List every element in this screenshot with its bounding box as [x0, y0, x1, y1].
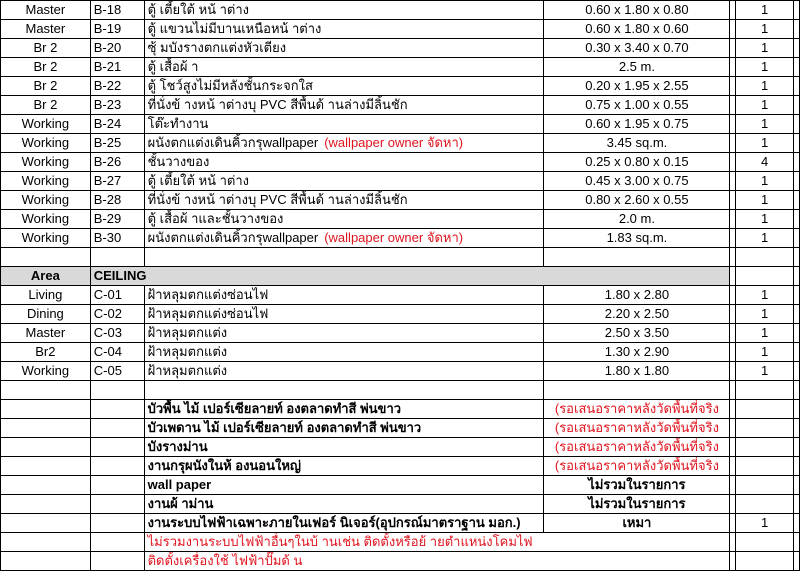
- dimension-cell[interactable]: (รอเสนอราคาหลังวัดพื้นที่จริง: [544, 438, 730, 457]
- empty-cell[interactable]: [1, 514, 91, 533]
- empty-cell[interactable]: [1, 419, 91, 438]
- dimension-cell[interactable]: 0.20 x 1.95 x 2.55: [544, 77, 730, 96]
- area-header[interactable]: Area: [1, 267, 91, 286]
- description-cell[interactable]: บัวเพดาน ไม้ เปอร์เซียลายท์ องตลาดทำสี พ่นขาว: [144, 419, 544, 438]
- dimension-cell[interactable]: 2.20 x 2.50: [544, 305, 730, 324]
- spacer-cell[interactable]: [794, 457, 800, 476]
- spacer-cell[interactable]: [794, 552, 800, 571]
- quantity-cell[interactable]: 1: [736, 77, 794, 96]
- area-cell[interactable]: Master: [1, 20, 91, 39]
- dimension-cell[interactable]: ไม่รวมในรายการ: [544, 476, 730, 495]
- area-cell[interactable]: Working: [1, 362, 91, 381]
- quantity-cell[interactable]: 1: [736, 210, 794, 229]
- empty-cell[interactable]: [90, 438, 144, 457]
- furniture-row: [1, 1, 800, 20]
- area-cell[interactable]: Working: [1, 229, 91, 248]
- code-cell[interactable]: C-02: [90, 305, 144, 324]
- furniture-row: [1, 229, 800, 248]
- dimension-cell[interactable]: 1.30 x 2.90: [544, 343, 730, 362]
- code-cell[interactable]: C-04: [90, 343, 144, 362]
- area-cell[interactable]: Master: [1, 324, 91, 343]
- description-text: ซุ้ มบังรางตกแต่งหัวเตียง: [147, 40, 287, 55]
- empty-cell[interactable]: [736, 533, 794, 552]
- empty-cell[interactable]: [794, 381, 800, 400]
- description-cell[interactable]: wall paper: [144, 476, 544, 495]
- quantity-cell[interactable]: 1: [736, 96, 794, 115]
- empty-cell[interactable]: [1, 552, 91, 571]
- area-cell[interactable]: Br 2: [1, 77, 91, 96]
- description-cell[interactable]: งานผ้ าม่าน: [144, 495, 544, 514]
- description-cell[interactable]: ฝ้าหลุมตกแต่ง: [144, 343, 544, 362]
- code-cell[interactable]: B-21: [90, 58, 144, 77]
- spacer-cell[interactable]: [794, 39, 800, 58]
- area-cell[interactable]: Br 2: [1, 39, 91, 58]
- code-cell[interactable]: B-27: [90, 172, 144, 191]
- empty-cell[interactable]: [144, 248, 544, 267]
- empty-cell[interactable]: [1, 495, 91, 514]
- quantity-cell[interactable]: [736, 495, 794, 514]
- area-cell[interactable]: Master: [1, 1, 91, 20]
- spacer-cell[interactable]: [794, 96, 800, 115]
- dimension-cell[interactable]: 2.50 x 3.50: [544, 324, 730, 343]
- description-text: ตู้ แขวนไม่มีบานเหนือหน้ าต่าง: [147, 21, 322, 36]
- description-text: ตู้ เตี้ยใต้ หน้ าต่าง: [147, 173, 250, 188]
- dimension-cell[interactable]: 0.30 x 3.40 x 0.70: [544, 39, 730, 58]
- spacer-cell[interactable]: [794, 476, 800, 495]
- quantity-cell[interactable]: 1: [736, 305, 794, 324]
- quantity-cell[interactable]: 1: [736, 343, 794, 362]
- description-text: ตู้ โชว์สูงไม่มีหลังชั้นกระจกใส: [147, 78, 313, 93]
- empty-cell[interactable]: [1, 400, 91, 419]
- area-cell[interactable]: Living: [1, 286, 91, 305]
- dimension-cell[interactable]: 2.0 m.: [544, 210, 730, 229]
- code-cell[interactable]: B-25: [90, 134, 144, 153]
- dimension-cell[interactable]: 0.45 x 3.00 x 0.75: [544, 172, 730, 191]
- section-header-row: [1, 267, 800, 286]
- description-cell[interactable]: งานระบบไฟฟ้าเฉพาะภายในเฟอร์ นิเจอร์(อุปกรณ์มาตราฐาน มอก.): [144, 514, 544, 533]
- spacer-cell[interactable]: [794, 400, 800, 419]
- area-cell[interactable]: Working: [1, 172, 91, 191]
- blank-row: [1, 248, 800, 267]
- description-cell[interactable]: [144, 191, 544, 210]
- quantity-cell[interactable]: 1: [736, 1, 794, 20]
- description-cell[interactable]: [144, 96, 544, 115]
- dimension-cell[interactable]: 2.5 m.: [544, 58, 730, 77]
- spacer-cell[interactable]: [794, 324, 800, 343]
- spacer-cell[interactable]: [794, 115, 800, 134]
- quantity-cell[interactable]: 1: [736, 191, 794, 210]
- extra-item-row: [1, 438, 800, 457]
- quantity-cell[interactable]: 1: [736, 286, 794, 305]
- quantity-cell[interactable]: 1: [736, 362, 794, 381]
- description-cell[interactable]: [144, 134, 544, 153]
- note-row: [1, 533, 800, 552]
- area-cell[interactable]: Working: [1, 134, 91, 153]
- furniture-row: [1, 77, 800, 96]
- ceiling-row: [1, 362, 800, 381]
- empty-cell[interactable]: [1, 457, 91, 476]
- furniture-row: [1, 58, 800, 77]
- empty-cell[interactable]: [144, 381, 544, 400]
- spacer-cell[interactable]: [794, 20, 800, 39]
- empty-cell[interactable]: [1, 381, 91, 400]
- empty-cell[interactable]: [90, 514, 144, 533]
- empty-cell[interactable]: [1, 533, 91, 552]
- spacer-cell[interactable]: [794, 305, 800, 324]
- area-cell[interactable]: Working: [1, 210, 91, 229]
- empty-cell[interactable]: [90, 381, 144, 400]
- spacer-cell[interactable]: [794, 172, 800, 191]
- section-title[interactable]: CEILING: [90, 267, 730, 286]
- code-cell[interactable]: B-26: [90, 153, 144, 172]
- code-cell[interactable]: B-20: [90, 39, 144, 58]
- furniture-row: [1, 39, 800, 58]
- quantity-cell[interactable]: [736, 400, 794, 419]
- extra-item-row: [1, 400, 800, 419]
- code-cell[interactable]: B-23: [90, 96, 144, 115]
- empty-cell[interactable]: [1, 248, 91, 267]
- area-cell[interactable]: Working: [1, 191, 91, 210]
- quantity-cell[interactable]: 1: [736, 115, 794, 134]
- dimension-cell[interactable]: (รอเสนอราคาหลังวัดพื้นที่จริง: [544, 457, 730, 476]
- description-cell[interactable]: [144, 39, 544, 58]
- dimension-cell[interactable]: (รอเสนอราคาหลังวัดพื้นที่จริง: [544, 400, 730, 419]
- description-text: ตู้ เตี้ยใต้ หน้ าต่าง: [147, 2, 250, 17]
- quantity-cell[interactable]: [736, 457, 794, 476]
- spacer-cell[interactable]: [794, 495, 800, 514]
- dimension-cell[interactable]: ไม่รวมในรายการ: [544, 495, 730, 514]
- spacer-cell[interactable]: [794, 153, 800, 172]
- code-cell[interactable]: B-22: [90, 77, 144, 96]
- quantity-cell[interactable]: 1: [736, 324, 794, 343]
- description-text: ชั้นวางของ: [147, 154, 210, 169]
- empty-cell[interactable]: [1, 438, 91, 457]
- furniture-row: [1, 172, 800, 191]
- note-cell[interactable]: ติดตั้งเครื่องใช้ ไฟฟ้าปั๊มด้ น: [144, 552, 730, 571]
- dimension-cell[interactable]: 1.80 x 2.80: [544, 286, 730, 305]
- description-text: ตู้ เสื้อผ้ า: [147, 59, 199, 74]
- description-cell[interactable]: ฝ้าหลุมตกแต่งซ่อนไฟ: [144, 305, 544, 324]
- description-cell[interactable]: [144, 115, 544, 134]
- description-cell[interactable]: งานกรุผนังในห้ องนอนใหญ่: [144, 457, 544, 476]
- empty-cell[interactable]: [544, 248, 730, 267]
- description-cell[interactable]: [144, 210, 544, 229]
- extra-item-row: [1, 457, 800, 476]
- spacer-cell[interactable]: [794, 210, 800, 229]
- dimension-cell[interactable]: 0.60 x 1.80 x 0.80: [544, 1, 730, 20]
- spacer-cell[interactable]: [794, 343, 800, 362]
- furniture-row: [1, 153, 800, 172]
- quantity-cell[interactable]: 1: [736, 58, 794, 77]
- code-cell[interactable]: B-19: [90, 20, 144, 39]
- empty-cell[interactable]: [90, 400, 144, 419]
- furniture-row: [1, 210, 800, 229]
- spacer-cell[interactable]: [794, 438, 800, 457]
- spacer-cell[interactable]: [794, 286, 800, 305]
- dimension-cell[interactable]: 0.60 x 1.95 x 0.75: [544, 115, 730, 134]
- area-cell[interactable]: Working: [1, 153, 91, 172]
- description-cell[interactable]: [144, 77, 544, 96]
- description-cell[interactable]: [144, 1, 544, 20]
- description-text: ผนังตกแต่งเดินคิ้วกรุwallpaper: [147, 135, 319, 150]
- code-cell[interactable]: B-18: [90, 1, 144, 20]
- description-cell[interactable]: บัวพื้น ไม้ เปอร์เซียลายท์ องตลาดทำสี พ่นขาว: [144, 400, 544, 419]
- quantity-cell[interactable]: 1: [736, 39, 794, 58]
- dimension-cell[interactable]: 0.75 x 1.00 x 0.55: [544, 96, 730, 115]
- quantity-cell[interactable]: 1: [736, 134, 794, 153]
- area-cell[interactable]: Working: [1, 115, 91, 134]
- blank-row: [1, 381, 800, 400]
- empty-cell[interactable]: [794, 248, 800, 267]
- quantity-cell[interactable]: 1: [736, 229, 794, 248]
- ceiling-row: [1, 343, 800, 362]
- quantity-cell[interactable]: 1: [736, 172, 794, 191]
- area-cell[interactable]: Br 2: [1, 58, 91, 77]
- spacer-cell[interactable]: [794, 229, 800, 248]
- empty-cell[interactable]: [736, 552, 794, 571]
- area-cell[interactable]: Br2: [1, 343, 91, 362]
- extra-item-row: [1, 514, 800, 533]
- dimension-cell[interactable]: 3.45 sq.m.: [544, 134, 730, 153]
- description-cell[interactable]: ฝ้าหลุมตกแต่ง: [144, 324, 544, 343]
- empty-cell[interactable]: [1, 476, 91, 495]
- description-text: ตู้ เสื้อผ้ าและชั้นวางของ: [147, 211, 284, 226]
- spacer-cell[interactable]: [794, 1, 800, 20]
- description-cell[interactable]: [144, 58, 544, 77]
- description-text: ที่นั่งข้ างหน้ าต่างบุ PVC สีพื้นด้ านล่างมีลิ้นชัก: [147, 97, 408, 112]
- code-cell[interactable]: B-30: [90, 229, 144, 248]
- spacer-cell[interactable]: [794, 58, 800, 77]
- dimension-cell[interactable]: เหมา: [544, 514, 730, 533]
- spacer-cell[interactable]: [794, 134, 800, 153]
- empty-cell[interactable]: [90, 457, 144, 476]
- furniture-row: [1, 191, 800, 210]
- spacer-cell[interactable]: [794, 419, 800, 438]
- description-cell[interactable]: [144, 172, 544, 191]
- description-note: (wallpaper owner จัดหา): [324, 135, 464, 150]
- description-note: (wallpaper owner จัดหา): [324, 230, 464, 245]
- description-text: ผนังตกแต่งเดินคิ้วกรุwallpaper: [147, 230, 319, 245]
- empty-cell[interactable]: [736, 248, 794, 267]
- empty-cell[interactable]: [90, 248, 144, 267]
- description-cell[interactable]: ฝ้าหลุมตกแต่ง: [144, 362, 544, 381]
- quantity-cell[interactable]: [736, 476, 794, 495]
- code-cell[interactable]: B-28: [90, 191, 144, 210]
- description-text: โต๊ะทำงาน: [147, 116, 209, 131]
- ceiling-row: [1, 305, 800, 324]
- spacer-cell[interactable]: [794, 77, 800, 96]
- area-cell[interactable]: Br 2: [1, 96, 91, 115]
- extra-item-row: [1, 495, 800, 514]
- furniture-row: [1, 115, 800, 134]
- empty-cell[interactable]: [90, 419, 144, 438]
- furniture-row: [1, 96, 800, 115]
- description-cell[interactable]: [144, 229, 544, 248]
- spacer-cell[interactable]: [794, 362, 800, 381]
- empty-cell[interactable]: [736, 381, 794, 400]
- empty-cell[interactable]: [90, 533, 144, 552]
- empty-cell[interactable]: [90, 476, 144, 495]
- furniture-row: [1, 20, 800, 39]
- dimension-cell[interactable]: 0.25 x 0.80 x 0.15: [544, 153, 730, 172]
- code-cell[interactable]: C-03: [90, 324, 144, 343]
- empty-cell[interactable]: [736, 267, 794, 286]
- description-cell[interactable]: [144, 153, 544, 172]
- spacer-cell[interactable]: [794, 533, 800, 552]
- furniture-row: [1, 134, 800, 153]
- dimension-cell[interactable]: 1.83 sq.m.: [544, 229, 730, 248]
- empty-cell[interactable]: [90, 495, 144, 514]
- note-cell[interactable]: ไม่รวมงานระบบไฟฟ้าอื่นๆในบ้ านเช่น ติดตั้งหรือย้ ายตำแหน่งโคมไฟ: [144, 533, 730, 552]
- quantity-cell[interactable]: 1: [736, 514, 794, 533]
- spacer-cell[interactable]: [794, 514, 800, 533]
- quantity-cell[interactable]: 4: [736, 153, 794, 172]
- note-row: [1, 552, 800, 571]
- dimension-cell[interactable]: 0.80 x 2.60 x 0.55: [544, 191, 730, 210]
- code-cell[interactable]: C-01: [90, 286, 144, 305]
- ceiling-row: [1, 324, 800, 343]
- dimension-cell[interactable]: 1.80 x 1.80: [544, 362, 730, 381]
- quantity-cell[interactable]: [736, 419, 794, 438]
- description-cell[interactable]: บังรางม่าน: [144, 438, 544, 457]
- code-cell[interactable]: B-24: [90, 115, 144, 134]
- description-cell[interactable]: ฝ้าหลุมตกแต่งซ่อนไฟ: [144, 286, 544, 305]
- description-text: ที่นั่งข้ างหน้ าต่างบุ PVC สีพื้นด้ านล่างมีลิ้นชัก: [147, 192, 408, 207]
- dimension-cell[interactable]: 0.60 x 1.80 x 0.60: [544, 20, 730, 39]
- extra-item-row: [1, 419, 800, 438]
- area-cell[interactable]: Dining: [1, 305, 91, 324]
- extra-item-row: [1, 476, 800, 495]
- code-cell[interactable]: B-29: [90, 210, 144, 229]
- quantity-cell[interactable]: 1: [736, 20, 794, 39]
- empty-cell[interactable]: [90, 552, 144, 571]
- dimension-cell[interactable]: (รอเสนอราคาหลังวัดพื้นที่จริง: [544, 419, 730, 438]
- spacer-cell[interactable]: [794, 191, 800, 210]
- spacer-cell[interactable]: [794, 267, 800, 286]
- code-cell[interactable]: C-05: [90, 362, 144, 381]
- ceiling-row: [1, 286, 800, 305]
- empty-cell[interactable]: [544, 381, 730, 400]
- quantity-cell[interactable]: [736, 438, 794, 457]
- description-cell[interactable]: [144, 20, 544, 39]
